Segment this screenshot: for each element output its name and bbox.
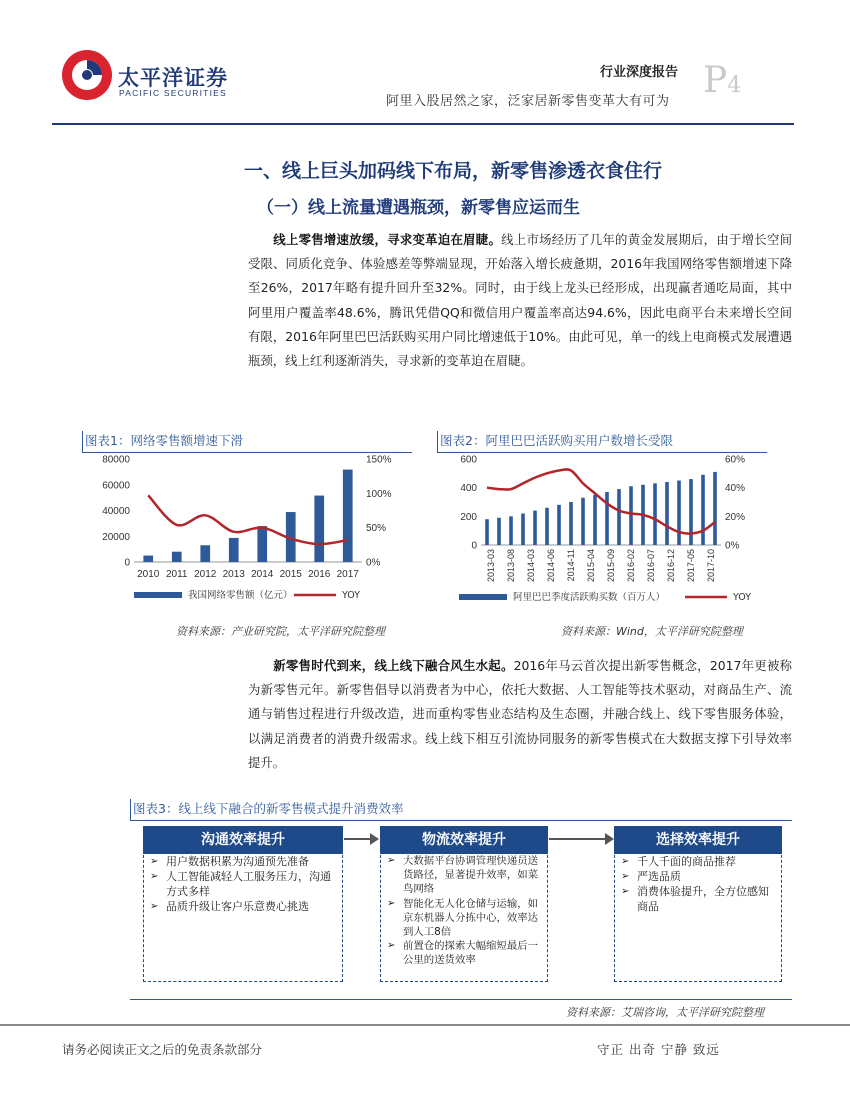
section-heading: 一、线上巨头加码线下布局，新零售渗透衣食住行 (244, 160, 663, 182)
chart-bar (143, 556, 153, 562)
list-item: ➢ 严选品质 (621, 869, 775, 884)
chart-bar (653, 483, 657, 545)
y-tick-right: 0% (725, 540, 740, 552)
x-tick-label: 2010 (137, 569, 160, 580)
x-tick-label: 2014 (251, 569, 274, 580)
x-tick-label: 2016-12 (666, 549, 676, 583)
footer-rule (0, 1024, 850, 1026)
y-tick-right: 50% (366, 523, 387, 535)
logo-mark-icon (60, 48, 114, 102)
list-item: ➢ 消费体验提升，全方位感知商品 (621, 884, 775, 914)
footer-motto: 守正 出奇 宁静 致远 (597, 1042, 720, 1057)
flow-head-selection: 选择效率提升 (614, 826, 782, 854)
chart-bar (521, 513, 525, 545)
list-item: ➢ 前置仓的探索大幅缩短最后一公里的送货效率 (387, 939, 541, 967)
figure-1-chart (82, 450, 412, 618)
page-prefix: P (703, 60, 728, 101)
figure-2-title: 图表2：阿里巴巴活跃购买用户数增长受限 (437, 431, 767, 453)
figure-3-title: 图表3：线上线下融合的新零售模式提升消费效率 (130, 799, 792, 821)
paragraph-1-body: 线上市场经历了几年的黄金发展期后，由于增长空间受限、同质化竞争、体验感差等弊端显现，开始落入增长疲惫期，2016年我国网络零售额增速下降至26%，2017年略有提升回升至32%。同时，由于线上龙头已经形成，出现赢者通吃局面，其中阿里用户覆盖率48.6%，腾讯凭借QQ和微信用户覆盖率高达94.6%，因此电商平台未来增长空间有限，2016年阿里巴巴活跃购买用户同比增速低于10%。由此可见，单一的线上电商模式发展遭遇瓶颈，线上红利逐渐消失，寻求新的变革迫在眉睫。 (248, 232, 793, 369)
y-tick-left: 0 (124, 557, 130, 569)
flow-head-communication: 沟通效率提升 (143, 826, 343, 854)
y-tick-left: 60000 (102, 480, 130, 492)
paragraph-1-lead: 线上零售增速放缓，寻求变革迫在眉睫。 (273, 232, 502, 247)
x-tick-label: 2012 (194, 569, 217, 580)
legend-bar-label: 我国网络零售额（亿元） (188, 590, 293, 601)
list-item: ➢ 用户数据积累为沟通预先准备 (150, 854, 336, 869)
chart-bar (557, 505, 561, 545)
legend-line-label: YOY (342, 590, 361, 601)
figure-3-source: 资料来源：艾瑞咨询，太平洋研究院整理 (566, 1006, 764, 1019)
chart-bar (314, 496, 324, 562)
y-tick-right: 0% (366, 557, 381, 569)
x-tick-label: 2013-08 (506, 549, 516, 583)
legend-bar-swatch (459, 594, 507, 600)
x-tick-label: 2015-04 (586, 549, 596, 583)
chart-bar (593, 495, 597, 545)
y-tick-left: 600 (460, 454, 477, 466)
figure-1-title: 图表1：网络零售额增速下滑 (82, 431, 412, 453)
chart-bar (689, 479, 693, 545)
legend-bar-swatch (134, 592, 182, 598)
report-type: 行业深度报告 (600, 65, 679, 80)
chart-bar (200, 545, 210, 562)
x-tick-label: 2015-09 (606, 549, 616, 583)
y-tick-left: 0 (471, 540, 477, 552)
footer-disclaimer: 请务必阅读正文之后的免责条款部分 (62, 1042, 263, 1057)
x-tick-label: 2014-11 (566, 549, 576, 582)
paragraph-2-lead: 新零售时代到来，线上线下融合风生水起。 (273, 658, 514, 673)
chart-bar (665, 482, 669, 545)
list-item: ➢ 千人千面的商品推荐 (621, 854, 775, 869)
chart-bar (533, 511, 537, 545)
flow-box-communication (143, 850, 343, 982)
chart-bar (713, 472, 717, 545)
flow-box-selection (614, 850, 782, 982)
figure-1-source: 资料来源：产业研究院，太平洋研究院整理 (176, 625, 385, 638)
chart-bar (617, 489, 621, 545)
chart-bar (485, 519, 489, 545)
y-tick-right: 150% (366, 454, 392, 466)
x-tick-label: 2016 (308, 569, 331, 580)
x-tick-label: 2013 (222, 569, 245, 580)
chart-bar (677, 481, 681, 546)
arrow-right-icon (370, 833, 379, 845)
header-rule (52, 123, 794, 125)
list-item: ➢ 人工智能减轻人工服务压力，沟通方式多样 (150, 869, 336, 899)
figure-2-chart (437, 450, 777, 618)
x-tick-label: 2017-10 (706, 549, 716, 583)
x-tick-label: 2016-07 (646, 549, 656, 583)
x-tick-label: 2013-03 (486, 549, 496, 583)
y-tick-right: 40% (725, 483, 746, 495)
x-tick-label: 2017 (336, 569, 359, 580)
chart-bar (605, 492, 609, 545)
arrow-1-line (344, 838, 372, 840)
chart-bar (343, 470, 353, 562)
page-number (703, 60, 741, 101)
chart-bar (229, 538, 239, 562)
y-tick-left: 40000 (102, 506, 130, 517)
chart-bar (701, 475, 705, 545)
y-tick-right: 20% (725, 511, 746, 523)
paragraph-1 (248, 228, 792, 373)
subsection-heading: （一）线上流量遭遇瓶颈，新零售应运而生 (257, 198, 580, 218)
figure-2-source: 资料来源：Wind，太平洋研究院整理 (561, 625, 743, 638)
chart-bar (569, 502, 573, 545)
chart-bar (497, 518, 501, 545)
chart-bar (509, 516, 513, 545)
list-item: ➢ 大数据平台协调管理快递员送货路径，显著提升效率，如菜鸟网络 (387, 854, 541, 897)
y-tick-right: 100% (366, 488, 392, 500)
x-tick-label: 2011 (165, 569, 188, 580)
chart-bar (545, 508, 549, 545)
logo-text-cn: 太平洋证券 (118, 66, 228, 90)
chart-bar (581, 498, 585, 545)
x-tick-label: 2014-03 (526, 549, 536, 583)
chart-bar (257, 526, 267, 562)
chart-bar (172, 552, 182, 562)
flow-head-logistics: 物流效率提升 (380, 826, 548, 854)
arrow-right-icon (605, 833, 614, 845)
legend-bar-label: 阿里巴巴季度活跃购买数（百万人） (513, 592, 666, 603)
x-tick-label: 2017-05 (686, 549, 696, 583)
chart-bar (629, 486, 633, 545)
y-tick-left: 20000 (102, 531, 130, 543)
paragraph-2-body: 2016年马云首次提出新零售概念，2017年更被称为新零售元年。新零售倡导以消费者为中心，依托大数据、人工智能等技术驱动，对商品生产、流通与销售过程进行升级改造，进而重构零售业态结构及生态圈，并融合线上、线下零售服务体验，以满足消费者的消费升级需求。线上线下相互引流协同服务的新零售模式在大数据支撑下引导效率提升。 (248, 658, 793, 770)
x-tick-label: 2015 (279, 569, 302, 580)
arrow-2-line (549, 838, 607, 840)
x-tick-label: 2014-06 (546, 549, 556, 583)
x-tick-label: 2016-02 (626, 549, 636, 583)
list-item: ➢ 品质升级让客户乐意费心挑选 (150, 899, 336, 914)
page-num: 4 (727, 73, 742, 98)
y-tick-left: 200 (460, 511, 477, 523)
y-tick-left: 80000 (102, 454, 130, 466)
y-tick-left: 400 (460, 483, 477, 495)
figure-3-bottom-rule (130, 999, 792, 1000)
paragraph-2 (248, 654, 792, 775)
legend-line-label: YOY (733, 592, 752, 603)
y-tick-right: 60% (725, 454, 746, 466)
flow-box-logistics (380, 850, 548, 982)
report-subtitle: 阿里入股居然之家，泛家居新零售变革大有可为 (386, 94, 670, 109)
logo-text-en: PACIFIC SECURITIES (119, 88, 227, 98)
list-item: ➢ 智能化无人化仓储与运输，如京东机器人分拣中心，效率达到人工8倍 (387, 897, 541, 940)
